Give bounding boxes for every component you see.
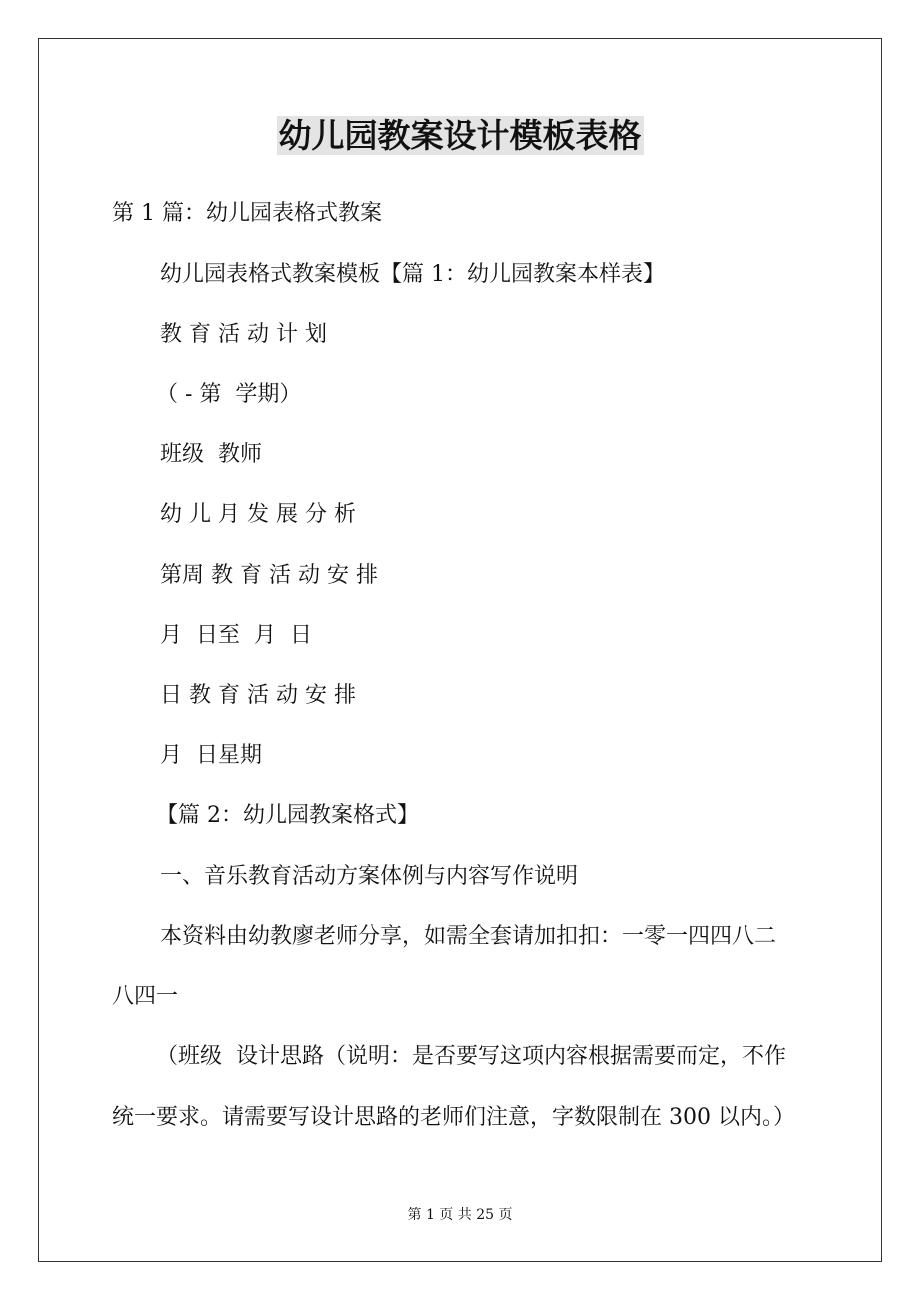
paragraph-line: （ - 第 学期） [156,382,302,407]
paragraph-line: 月 日至 月 日 [160,623,312,648]
page-footer: 第 1 页 共 25 页 [407,1207,513,1223]
section-heading: 第 1 篇：幼儿园表格式教案 [112,201,382,226]
paragraph-line: 八四一 [112,984,179,1009]
document-title-text: 幼儿园教案设计模板表格 [278,116,642,155]
paragraph-line: 幼 儿 月 发 展 分 析 [160,502,356,527]
paragraph-line: 月 日星期 [160,743,262,768]
paragraph-line: 日 教 育 活 动 安 排 [160,683,356,708]
paragraph-line: 【篇 2：幼儿园教案格式】 [156,803,419,828]
paragraph-line: 本资料由幼教廖老师分享，如需全套请加扣扣：一零一四四八二 [160,924,777,949]
paragraph-line: （班级 设计思路（说明：是否要写这项内容根据需要而定，不作 [156,1044,786,1069]
paragraph-line: 第周 教 育 活 动 安 排 [160,563,378,588]
document-title [0,112,920,160]
paragraph-line: 统一要求。请需要写设计思路的老师们注意，字数限制在 300 以内。） [112,1105,795,1130]
paragraph-line: 教 育 活 动 计 划 [160,322,327,347]
paragraph-line: 一、音乐教育活动方案体例与内容写作说明 [160,864,579,889]
paragraph-line: 班级 教师 [160,442,262,467]
paragraph-line: 幼儿园表格式教案模板【篇 1：幼儿园教案本样表】 [160,262,665,287]
